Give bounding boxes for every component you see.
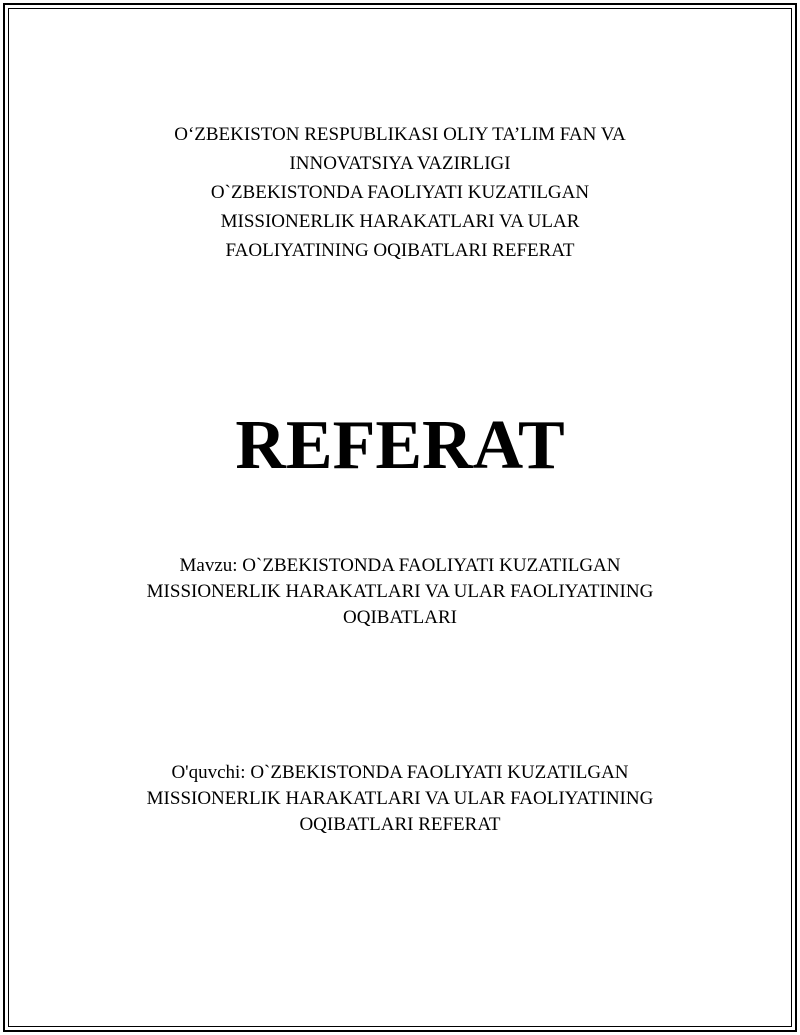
header-line: MISSIONERLIK HARAKATLARI VA ULAR — [220, 211, 580, 232]
topic-section — [0, 553, 800, 631]
header-line: O`ZBEKISTONDA FAOLIYATI KUZATILGAN — [210, 182, 590, 203]
header-line: O‘ZBEKISTON RESPUBLIKASI OLIY TA’LIM FAN VA — [174, 124, 626, 145]
topic-line: OQIBATLARI — [343, 607, 457, 628]
topic-line: Mavzu: O`ZBEKISTONDA FAOLIYATI KUZATILGAN — [179, 555, 621, 576]
student-line: OQIBATLARI REFERAT — [299, 814, 501, 835]
student-line: O'quvchi: O`ZBEKISTONDA FAOLIYATI KUZATILGAN — [171, 762, 629, 783]
ministry-header — [0, 120, 800, 265]
topic-line: MISSIONERLIK HARAKATLARI VA ULAR FAOLIYATINING — [146, 581, 654, 602]
header-line: INNOVATSIYA VAZIRLIGI — [289, 153, 511, 174]
document-title: REFERAT — [235, 407, 565, 484]
header-line: FAOLIYATINING OQIBATLARI REFERAT — [225, 240, 575, 261]
student-line: MISSIONERLIK HARAKATLARI VA ULAR FAOLIYATINING — [146, 788, 654, 809]
student-section — [0, 760, 800, 838]
